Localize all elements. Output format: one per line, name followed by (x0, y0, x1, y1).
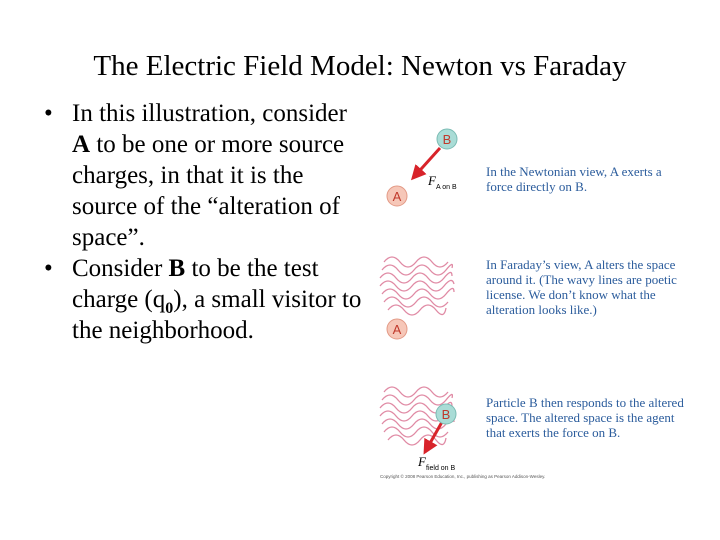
subscript-zero: 0 (165, 300, 174, 317)
force-label: F (418, 454, 426, 469)
force-subscript: field on B (426, 465, 456, 472)
bullet-marker: • (44, 100, 53, 127)
bullet-item (44, 253, 364, 346)
faraday-panel (380, 257, 454, 315)
force-subscript: A on B (436, 184, 457, 191)
bold-term-b: B (168, 255, 186, 282)
caption-newtonian: In the Newtonian view, A exerts a force directly on B. (486, 164, 662, 194)
charge-a-label: A (392, 189, 402, 204)
copyright-notice: Copyright © 2008 Pearson Education, Inc., publishing as Pearson Addison-Wesley. (380, 474, 546, 479)
force-label: F (428, 173, 436, 188)
bullet-text: to be one or more source charges, in that it is the source of the “alteration of space”. (72, 131, 345, 251)
bullet-list (44, 98, 364, 346)
bold-term-a: A (72, 131, 91, 158)
caption-faraday: In Faraday’s view, A alters the space around it. (The wavy lines are poetic license. We don’t know what the alteration looks like.) (486, 257, 677, 317)
bullet-item (44, 98, 364, 253)
bullet-text: In this illustration, consider (72, 100, 347, 127)
slide-title: The Electric Field Model: Newton vs Faraday (93, 50, 627, 82)
bullet-marker: • (44, 255, 53, 282)
bullet-text: Consider (72, 255, 169, 282)
newtonian-panel (387, 129, 457, 206)
caption-field-force: Particle B then responds to the altered space. The altered space is the agent that exerts the force on B. (486, 395, 684, 440)
charge-b-label: B (442, 132, 452, 147)
charge-a-label: A (392, 322, 402, 337)
bullet-text: ), a small visitor to the neighborhood. (72, 286, 362, 344)
charge-b-label: B (441, 407, 451, 422)
bullet-text: to be the test charge (q (72, 255, 319, 313)
